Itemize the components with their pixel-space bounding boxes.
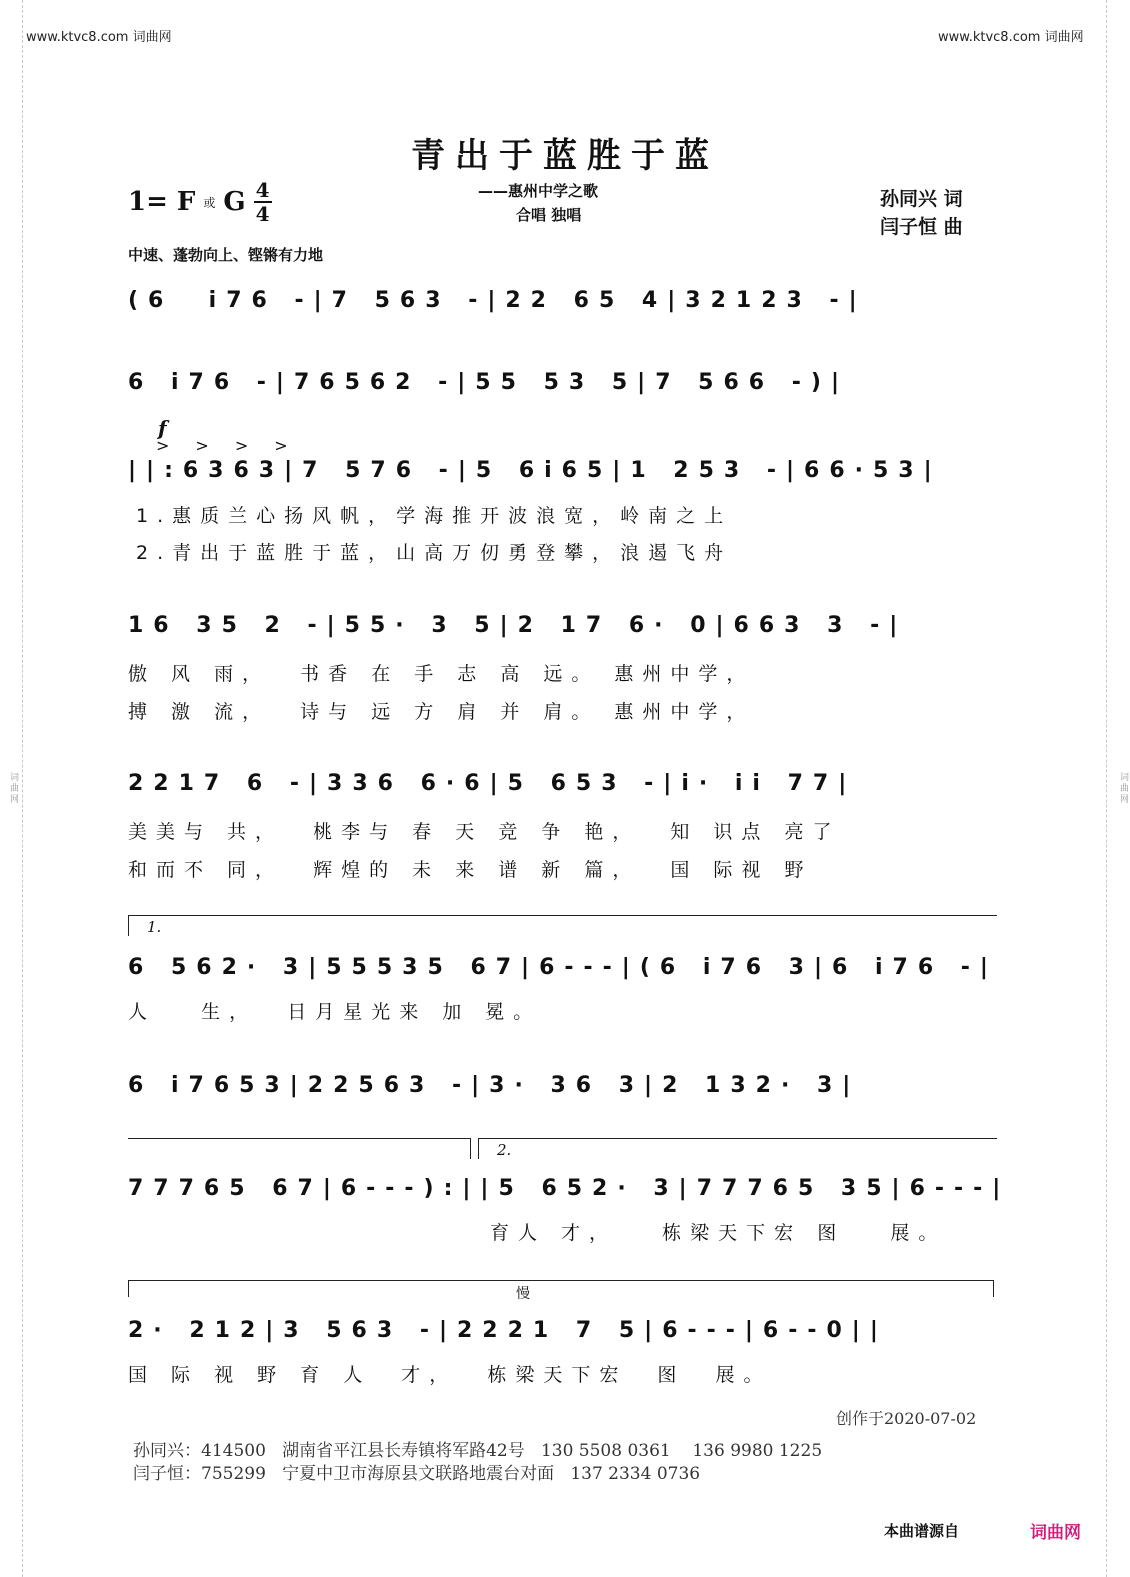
left-margin-line [22,0,23,1577]
lyric-line-6: 人 生， 日月星光来 加 冕。 [128,1001,542,1023]
score-line-2: 6 i76 -|76562 -|55 53 5|7 566 -)| [128,370,849,395]
contact-composer: 闫子恒：755299 宁夏中卫市海原县文联路地震台对面 137 2334 0736 [133,1464,701,1484]
right-margin-line [1106,0,1107,1577]
time-signature [254,180,272,224]
header-left-url[interactable]: www.ktvc8.com [26,30,129,45]
source-label: 本曲谱源自 [884,1522,960,1540]
key-signature [128,180,272,224]
creation-date: 创作于2020-07-02 [836,1409,977,1428]
voices: 合唱 独唱 [516,206,582,224]
first-ending-label: 1. [147,918,162,936]
lyric-line-4-verse-2: 搏 激 流， 诗与 远 方 肩 并 肩。 惠州中学， [128,701,755,723]
second-ending-label: 2. [497,1141,512,1159]
header-right-name: 词曲网 [1044,30,1084,45]
header-left-name: 词曲网 [132,30,172,45]
score-line-4: 16 35 2 -|55· 3 5|2 17 6· 0|663 3 -| [128,613,908,638]
tempo-slow-marking: 慢 [516,1286,530,1302]
key-alt: G [223,187,246,217]
score-line-9: 2· 212|3 563 -|2221 7 5|6---|6--0|| [128,1318,888,1343]
score-line-7: 6 i7653|22563 -|3· 36 3|2 132· 3| [128,1073,861,1098]
time-bottom: 4 [255,202,270,226]
composer-credit: 闫子恒 曲 [880,216,963,238]
score-line-8: 77765 67|6---):||5 652· 3|77765 35|6---| [128,1176,1011,1201]
lyric-line-4-verse-1: 傲 风 雨， 书香 在 手 志 高 远。 惠州中学， [128,663,755,685]
lyric-line-8: 育人 才， 栋梁天下宏 图 展。 [490,1222,947,1244]
lyric-line-5-verse-2: 和而不 同， 辉煌的 未 来 谱 新 篇， 国 际视 野 [128,859,813,881]
lyricist-credit: 孙同兴 词 [880,188,963,210]
key-or: 或 [203,195,216,210]
left-watermark-strip: 词曲网 [8,772,18,805]
coda-bracket [128,1280,994,1297]
right-watermark-strip: 词曲网 [1118,772,1128,805]
first-ending-continuation [128,1138,471,1159]
header-right-watermark [938,26,1084,45]
score-line-3: ||:6363|7 576 -|5 6i65|1 253 -|66·53| [128,458,942,483]
score-line-5: 2217 6 -|336 6·6|5 653 -|i· ii 77| [128,771,857,796]
score-line-1: (6 i76 -|7 563 -|22 65 4|32123 -| [128,288,867,313]
song-title: 青出于蓝胜于蓝 [411,136,719,176]
lyric-line-3-verse-2: 2.青出于蓝胜于蓝，山高万仞勇登攀，浪遏飞舟 [136,542,733,564]
tempo-marking: 中速、蓬勃向上、铿锵有力地 [128,246,324,264]
subtitle: ——惠州中学之歌 [478,182,599,200]
lyric-line-5-verse-1: 美美与 共， 桃李与 春 天 竞 争 艳， 知 识点 亮了 [128,821,841,843]
header-right-url[interactable]: www.ktvc8.com [938,30,1041,45]
source-site-link[interactable]: 词曲网 [1030,1523,1081,1543]
lyric-line-9: 国 际 视 野 育 人 才， 栋梁天下宏 图 展。 [128,1364,772,1386]
accent-marks: >>>> [156,436,314,455]
score-line-6: 6 562· 3|55535 67|6---|(6 i76 3|6 i76 -| [128,955,998,980]
dynamic-marking: f [158,416,167,440]
header-left-watermark [26,26,172,45]
first-ending-bracket [128,915,997,936]
lyric-line-3-verse-1: 1.惠质兰心扬风帆，学海推开波浪宽，岭南之上 [136,505,733,527]
key-main: 1= F [128,187,196,217]
contact-lyricist: 孙同兴：414500 湖南省平江县长寿镇将军路42号 130 5508 0361 136 9980 1225 [133,1441,823,1461]
second-ending-bracket [478,1138,997,1159]
time-top: 4 [255,178,270,202]
